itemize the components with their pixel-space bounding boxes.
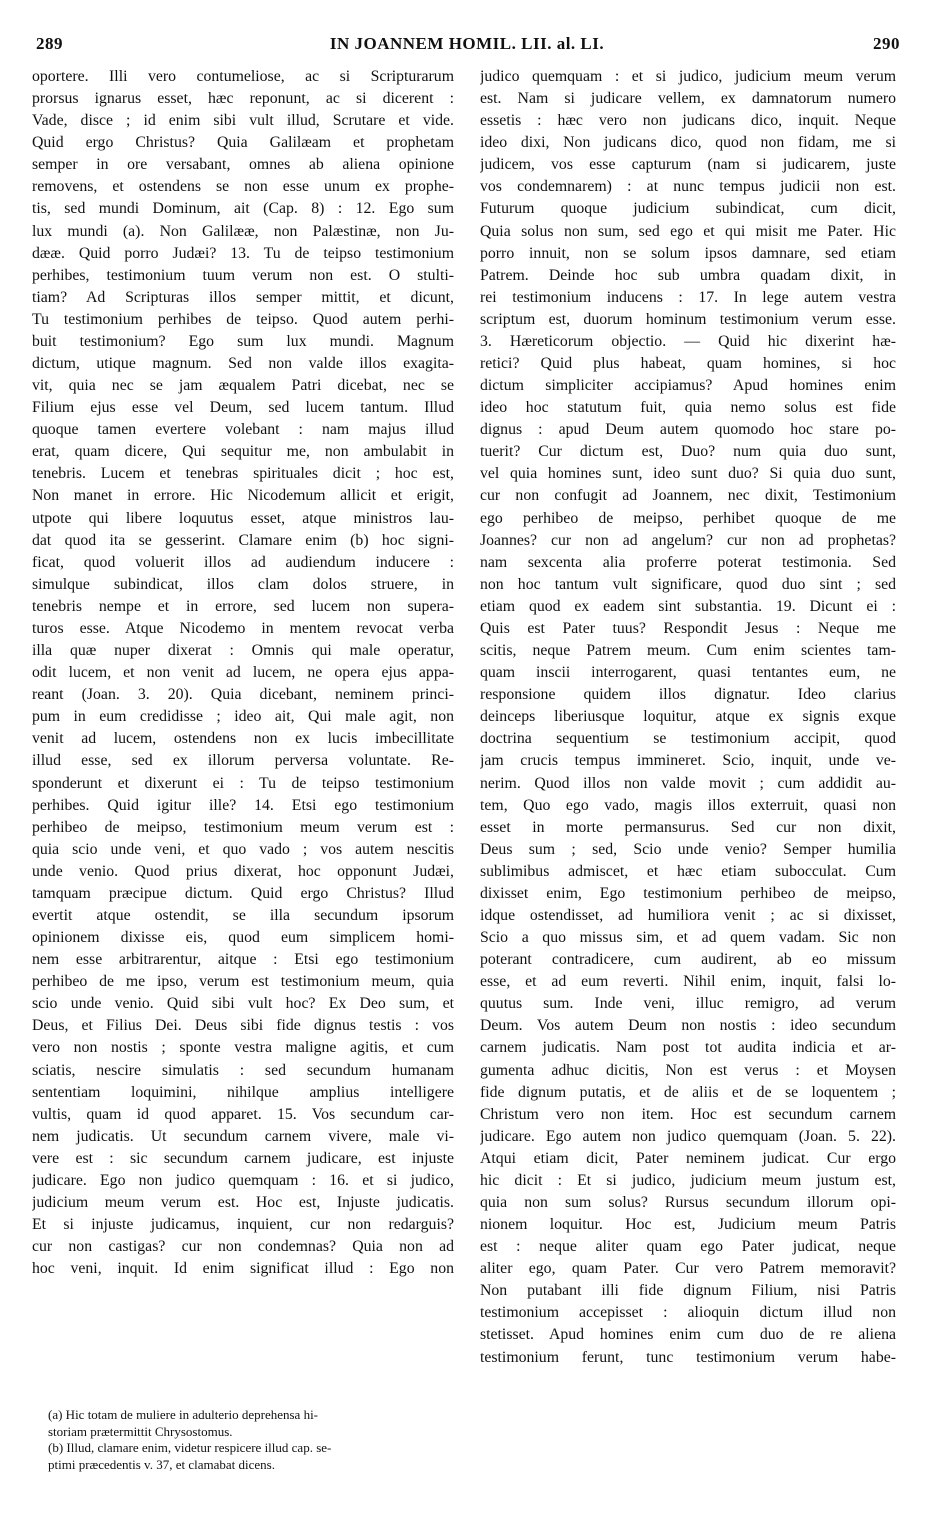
text-line: non hoc tantum vult significare, quod duo sint ; sed: [480, 575, 896, 593]
text-line: tenebris. Lucem et tenebras spirituales dicit ; hoc est,: [32, 465, 454, 483]
text-line: Quis est Pater tuus? Respondit Jesus : Neque me: [480, 619, 896, 637]
text-line: scio unde venio. Quid sibi vult hoc? Ex Deo sum, et: [32, 995, 454, 1013]
text-line: Non putabant illi fide dignum Filium, nisi Patris: [480, 1282, 896, 1300]
text-line: removens, et ostendens se non esse unum ex prophe-: [32, 178, 454, 196]
text-line: nem esse arbitrarentur, aitque : Etsi ego testimonium: [32, 951, 454, 969]
text-line: poterant contradicere, cum audirent, ab eo missum: [480, 951, 896, 969]
footnote-line: ptimi præcedentis v. 37, et clamabat dicens.: [48, 1456, 275, 1472]
text-line: retici? Quid plus habeat, quam homines, si hoc: [480, 355, 896, 373]
text-line: fide dignum putatis, et de aliis et de se loquentem ;: [480, 1083, 896, 1101]
text-line: Scio a quo missus sim, et ad quem vadam. Sic non: [480, 929, 896, 947]
text-line: venit ad lucem, ostendens non ex lucis imbecillitate: [32, 730, 454, 748]
text-line: tenebris nempe et in errore, sed lucem non supera-: [32, 597, 454, 615]
text-line: aliter ego, quam Pater. Cur vero Patrem memoravit?: [480, 1260, 896, 1278]
text-line: gumenta adhuc dicitis, Non est verus : et Moysen: [480, 1061, 896, 1079]
text-line: evertit atque ostendit, se illa secundum ipsorum: [32, 906, 454, 924]
text-line: oportere. Illi vero contumeliose, ac si Scripturarum: [32, 68, 454, 85]
text-line: Deum. Vos autem Deum non nostis : ideo secundum: [480, 1017, 896, 1035]
text-line: Et si injuste judicamus, inquient, cur non redarguis?: [32, 1216, 454, 1234]
text-line: tiam? Ad Scripturas illos semper mittit, et dicunt,: [32, 288, 454, 306]
text-line: cur non confugit ad Joannem, nec dixit, Testimonium: [480, 487, 896, 505]
text-line: Non manet in errore. Hic Nicodemum allicit et erigit,: [32, 487, 454, 505]
text-line: testimonium ferunt, tunc testimonium verum habe-: [480, 1348, 896, 1366]
text-line: buit testimonium? Ego sum lux mundi. Magnum: [32, 332, 454, 350]
text-line: vere est : sic secundum carnem judicare, est injuste: [32, 1149, 454, 1167]
text-line: erat, quam dicere, Qui sequitur me, non ambulabit in: [32, 443, 454, 461]
text-line: dat quod ita se gesserint. Clamare enim (b) hoc signi-: [32, 531, 454, 549]
running-header: [30, 34, 904, 58]
text-line: perhibeo de meipso, testimonium meum verum est :: [32, 818, 454, 836]
text-line: est. Nam si judicare vellem, ex damnatorum numero: [480, 90, 896, 108]
text-line: quutus sum. Inde veni, illuc remigro, ad verum: [480, 995, 896, 1013]
text-line: hic dicit : Et si judico, judicium meum justum est,: [480, 1171, 896, 1189]
text-line: essetis : hæc vero non judicans dico, inquit. Neque: [480, 112, 896, 130]
text-line: perhibeo de me ipso, verum est testimonium meum, quia: [32, 973, 454, 991]
text-line: dictum simpliciter accipiamus? Apud homines enim: [480, 377, 896, 395]
text-line: esset in morte permansurus. Sed cur non dixit,: [480, 818, 896, 836]
text-line: Vade, disce ; id enim sibi vult illud, Scrutare et vide.: [32, 112, 454, 130]
footnote-line: (a) Hic totam de muliere in adulterio deprehensa hi-: [48, 1407, 319, 1422]
text-line: nem judicatis. Ut secundum carnem vivere, male vi-: [32, 1127, 454, 1145]
text-line: ideo dixi, Non judicans dico, quod non fidam, me si: [480, 134, 896, 152]
text-line: unde venio. Quod prius dixerat, hoc opponunt Judæi,: [32, 862, 454, 880]
text-line: Deus sum ; sed, Scio unde venio? Semper humilia: [480, 840, 896, 858]
text-line: carnem judicatis. Nam post tot audita indicia et ar-: [480, 1039, 896, 1057]
text-line: simulque subindicat, illos clam dolos struere, in: [32, 575, 454, 593]
text-line: scitis, neque Patrem meum. Cum enim scientes tam-: [480, 642, 896, 660]
text-line: sententiam loquimini, nihilque amplius intelligere: [32, 1083, 454, 1101]
text-line: etiam quod ex eadem sint substantia. 19. Dicunt ei :: [480, 597, 896, 615]
text-line: dignus : apud Deum autem quomodo hoc stare po-: [480, 421, 896, 439]
text-line: reant (Joan. 3. 20). Quia dicebant, neminem princi-: [32, 686, 454, 704]
text-line: esse, et ad eum reverti. Nihil enim, inquit, falsi lo-: [480, 973, 896, 991]
text-line: dictum, utique magnum. Sed non valde illos exagita-: [32, 355, 454, 373]
text-line: semper in ore versabant, omnes ab aliena opinione: [32, 156, 454, 174]
footnote-line: storiam prætermittit Chrysostomus.: [48, 1423, 233, 1439]
footnote-line: (b) Illud, clamare enim, videtur respicere illud cap. se-: [48, 1440, 332, 1455]
text-line: Christum vero non item. Hoc est secundum carnem: [480, 1105, 896, 1123]
text-line: Quia solus non sum, sed ego et qui misit me Pater. Hic: [480, 222, 896, 240]
text-line: doctrina sequentium se testimonium accipit, quod: [480, 730, 896, 748]
text-line: cur non castigas? cur non condemnas? Quia non ad: [32, 1238, 454, 1256]
text-line: Futurum quoque judicium subindicat, cum dicit,: [480, 200, 896, 218]
text-line: ficat, quod voluerit illos ad audiendum inducere :: [32, 553, 454, 571]
text-line: Filium ejus esse vel Deum, sed lucem tantum. Illud: [32, 399, 454, 417]
text-line: turos esse. Atque Nicodemo in mentem revocat verba: [32, 619, 454, 637]
text-line: Quid ergo Christus? Quia Galilæam et prophetam: [32, 134, 454, 152]
text-line: judicare. Ego autem non judico quemquam (Joan. 5. 22).: [480, 1127, 896, 1145]
text-line: deinceps liberiusque loquitur, atque ex signis exque: [480, 708, 896, 726]
text-line: pum in eum credidisse ; ideo ait, Qui male agit, non: [32, 708, 454, 726]
text-line: testimonium accepisset : alioquin dictum illud non: [480, 1304, 896, 1322]
text-line: est : neque aliter quam ego Pater judicat, neque: [480, 1238, 896, 1256]
text-line: vel quia homines sunt, ideo sunt duo? Si quia duo sunt,: [480, 465, 896, 483]
text-line: nionem loquitur. Hoc est, Judicium meum Patris: [480, 1216, 896, 1234]
text-line: tis, sed mundi Dominum, ait (Cap. 8) : 12. Ego sum: [32, 200, 454, 218]
text-line: Patrem. Deinde hoc sub umbra quadam dixit, in: [480, 266, 896, 284]
text-line: Deus, et Filius Dei. Deus sibi fide dignus testis : vos: [32, 1017, 454, 1035]
footnotes: [48, 1407, 452, 1473]
text-line: Atqui etiam dicit, Pater neminem judicat. Cur ergo: [480, 1149, 896, 1167]
text-line: porro innuit, non se solum ipsos damnare, sed etiam: [480, 244, 896, 262]
left-text-column: [32, 66, 454, 1280]
text-line: utpote qui libere loquutus esset, atque ministros lau-: [32, 509, 454, 527]
text-line: 3. Hæreticorum objectio. — Quid hic dixerint hæ-: [480, 332, 896, 350]
text-line: rei testimonium inducens : 17. In lege autem vestra: [480, 288, 896, 306]
page-number-left: 289: [36, 34, 63, 53]
text-line: vultis, quam id quod apparet. 15. Vos secundum car-: [32, 1105, 454, 1123]
text-line: vero non nostis ; sponte vestra maligne agitis, et cum: [32, 1039, 454, 1057]
text-line: judicium meum verum est. Hoc est, Injuste judicatis.: [32, 1193, 454, 1211]
text-line: perhibes. Quid igitur ille? 14. Etsi ego testimonium: [32, 796, 454, 814]
text-line: tuerit? Cur dictum est, Duo? num quia duo sunt,: [480, 443, 896, 461]
text-line: perhibes, testimonium tuum verum non est. O stulti-: [32, 266, 454, 284]
text-line: quam inscii interrogarent, quasi tentantes eum, ne: [480, 664, 896, 682]
text-line: illud esse, sed ex illorum perversa voluntate. Re-: [32, 752, 454, 770]
text-line: prorsus ignarus esset, hæc reponunt, ac si dicerent :: [32, 90, 454, 108]
text-line: judicare. Ego non judico quemquam : 16. et si judico,: [32, 1171, 454, 1189]
text-line: jam crucis tempus immineret. Scio, inquit, unde ve-: [480, 752, 896, 770]
text-line: quia non sum solus? Rursus secundum illorum opi-: [480, 1193, 896, 1211]
page-number-right: 290: [873, 34, 900, 53]
text-line: dææ. Quid porro Judæi? 13. Tu de teipso testimonium: [32, 244, 454, 262]
right-text-column: [480, 66, 896, 1369]
text-line: vit, quia nec se jam æqualem Patri dicebat, nec se: [32, 377, 454, 395]
text-line: lux mundi (a). Non Galilææ, non Palæstinæ, non Ju-: [32, 222, 454, 240]
text-line: sponderunt et dixerunt ei : Tu de teipso testimonium: [32, 774, 454, 792]
text-line: idque ostendisset, ad humiliora venit ; ac si dixisset,: [480, 906, 896, 924]
text-line: dixisset enim, Ego testimonium perhibeo de meipso,: [480, 884, 896, 902]
text-line: odit lucem, et non venit ad lucem, ne opera ejus appa-: [32, 664, 454, 682]
text-line: judico quemquam : et si judico, judicium meum verum: [480, 68, 896, 85]
text-line: nam sexcenta alia proferre poterat testimonia. Sed: [480, 553, 896, 571]
text-line: ego perhibeo de meipso, perhibet quoque de me: [480, 509, 896, 527]
text-line: quia scio unde veni, et quo vado ; vos autem nescitis: [32, 840, 454, 858]
text-line: Tu testimonium perhibes de teipso. Quod autem perhi-: [32, 310, 454, 328]
text-line: responsione quidem illos dignatur. Ideo clarius: [480, 686, 896, 704]
running-title: IN JOANNEM HOMIL. LII. al. LI.: [329, 34, 605, 53]
text-line: nerim. Quod illos non valde movit ; cum addidit au-: [480, 774, 896, 792]
text-line: tem, Quo ego vado, magis illos exterruit, quasi non: [480, 796, 896, 814]
text-line: tamquam præcipue dictum. Quid ergo Christus? Illud: [32, 884, 454, 902]
text-line: ideo hoc statutum fuit, quia nemo solus est fide: [480, 399, 896, 417]
text-line: illa quæ nuper dixerat : Omnis qui male operatur,: [32, 642, 454, 660]
text-line: quoque tamen evertere volebant : nam majus illud: [32, 421, 454, 439]
text-line: sublimibus admiscet, et hæc etiam subocculat. Cum: [480, 862, 896, 880]
text-line: sciatis, nescire simulatis : sed secundum humanam: [32, 1061, 454, 1079]
text-line: opinionem dixisse eis, quod eum simplicem homi-: [32, 929, 454, 947]
text-line: vos condemnarem) : at nunc tempus judicii non est.: [480, 178, 896, 196]
text-line: Joannes? cur non ad angelum? cur non ad prophetas?: [480, 531, 896, 549]
text-line: hoc veni, inquit. Id enim significat illud : Ego non: [32, 1260, 454, 1278]
text-line: stetisset. Apud homines enim cum duo de re aliena: [480, 1326, 896, 1344]
text-line: judicem, vos esse capturum (nam si judicarem, juste: [480, 156, 896, 174]
text-line: scriptum est, duorum hominum testimonium verum esse.: [480, 310, 896, 328]
